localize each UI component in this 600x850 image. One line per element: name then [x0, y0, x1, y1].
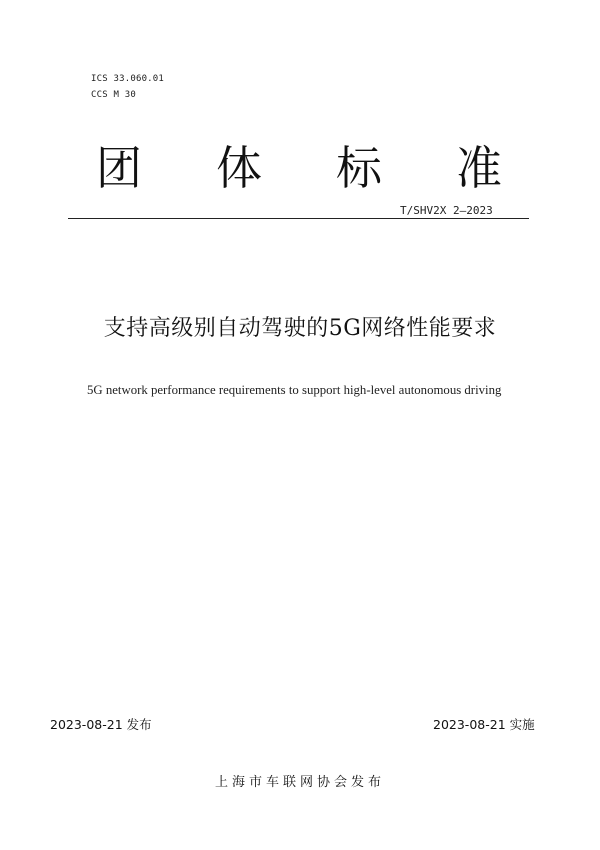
document-type-heading	[0, 140, 600, 200]
document-type-char-4: 准	[456, 141, 502, 195]
publish-date: 2023-08-21 发布	[50, 717, 152, 732]
document-title-chinese: 支持高级别自动驾驶的5G网络性能要求	[103, 316, 497, 341]
standard-code: T/SHV2X 2—2023	[400, 204, 493, 217]
implement-date: 2023-08-21 实施	[433, 717, 535, 732]
issuing-organization: 上海市车联网协会发布	[214, 775, 385, 790]
document-type-char-3: 标	[336, 141, 382, 195]
document-type-char-2: 体	[216, 141, 262, 195]
header-divider	[68, 218, 529, 219]
document-title-english: 5G network performance requirements to support high-level autonomous driving	[87, 383, 502, 397]
ccs-code: CCS M 30	[91, 90, 136, 100]
document-type-char-1: 团	[96, 141, 142, 195]
ics-code: ICS 33.060.01	[91, 74, 165, 84]
